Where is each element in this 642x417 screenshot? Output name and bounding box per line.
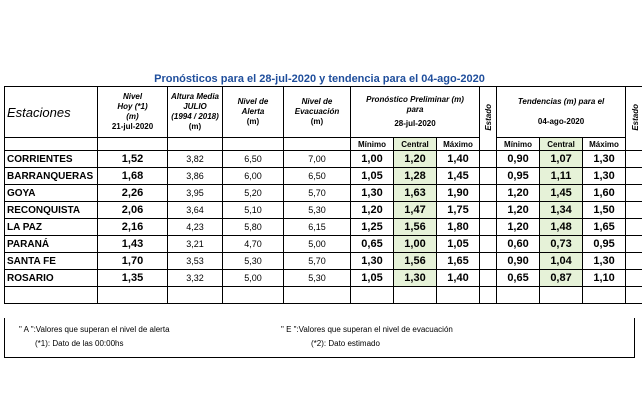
- value-t-min: 0,95: [497, 168, 540, 185]
- empty-cell: [98, 287, 168, 304]
- value-alerta: 5,10: [223, 202, 284, 219]
- value-hoy: 1,68: [98, 168, 168, 185]
- value-alerta: 5,20: [223, 185, 284, 202]
- estado-cell: [626, 151, 642, 168]
- value-media: 3,82: [168, 151, 223, 168]
- value-media: 4,23: [168, 219, 223, 236]
- value-p-min: 1,05: [351, 270, 394, 287]
- value-t-min: 0,65: [497, 270, 540, 287]
- value-p-cen: 1,56: [394, 253, 437, 270]
- value-t-min: 1,20: [497, 185, 540, 202]
- value-p-cen: 1,47: [394, 202, 437, 219]
- value-t-cen: 0,73: [540, 236, 583, 253]
- station-name: GOYA: [5, 185, 98, 202]
- value-evac: 6,15: [284, 219, 351, 236]
- note-dato-hora: (*1): Dato de las 00:00hs: [35, 339, 124, 348]
- value-t-max: 1,10: [583, 270, 626, 287]
- station-row: [5, 202, 642, 219]
- header-t-central: Central: [540, 138, 583, 151]
- estado-cell: [626, 168, 642, 185]
- value-p-min: 1,05: [351, 168, 394, 185]
- value-t-cen: 1,34: [540, 202, 583, 219]
- value-t-max: 1,30: [583, 151, 626, 168]
- empty-cell: [223, 287, 284, 304]
- station-row: [5, 151, 642, 168]
- value-p-min: 1,20: [351, 202, 394, 219]
- value-t-min: 1,20: [497, 219, 540, 236]
- value-t-min: 0,90: [497, 253, 540, 270]
- value-alerta: 6,50: [223, 151, 284, 168]
- empty-cell: [437, 287, 480, 304]
- value-p-max: 1,65: [437, 253, 480, 270]
- value-p-cen: 1,00: [394, 236, 437, 253]
- value-media: 3,86: [168, 168, 223, 185]
- note-dato-estimado: (*2): Dato estimado: [311, 339, 380, 348]
- value-media: 3,32: [168, 270, 223, 287]
- value-alerta: 6,00: [223, 168, 284, 185]
- value-t-max: 1,30: [583, 168, 626, 185]
- notes-box: [4, 318, 635, 358]
- value-hoy: 2,16: [98, 219, 168, 236]
- empty-cell: [540, 287, 583, 304]
- station-name: PARANÁ: [5, 236, 98, 253]
- header-estado-tendencia: Estado: [626, 87, 642, 151]
- header-tendencias: Tendencias (m) para el 04-ago-2020: [497, 87, 626, 138]
- station-name: RECONQUISTA: [5, 202, 98, 219]
- estado-cell: [626, 253, 642, 270]
- estado-cell: [480, 270, 497, 287]
- header-nivel-hoy: Nivel Hoy (*1) (m) 21-jul-2020: [98, 87, 168, 138]
- value-p-min: 1,00: [351, 151, 394, 168]
- value-p-min: 1,30: [351, 253, 394, 270]
- value-t-min: 0,60: [497, 236, 540, 253]
- empty-cell: [168, 287, 223, 304]
- estado-cell: [626, 202, 642, 219]
- value-media: 3,53: [168, 253, 223, 270]
- value-p-cen: 1,56: [394, 219, 437, 236]
- estado-cell: [480, 185, 497, 202]
- empty-cell: [223, 138, 284, 151]
- empty-cell: [480, 287, 497, 304]
- note-alerta: " A ":Valores que superan el nivel de alerta: [19, 325, 170, 334]
- value-t-max: 0,95: [583, 236, 626, 253]
- value-hoy: 2,06: [98, 202, 168, 219]
- value-hoy: 1,70: [98, 253, 168, 270]
- header-nivel-alerta: Nivel de Alerta (m): [223, 87, 284, 138]
- header-t-maximo: Máximo: [583, 138, 626, 151]
- station-name: ROSARIO: [5, 270, 98, 287]
- value-hoy: 1,43: [98, 236, 168, 253]
- value-evac: 6,50: [284, 168, 351, 185]
- value-t-max: 1,60: [583, 185, 626, 202]
- forecast-sheet: [4, 72, 641, 358]
- estado-cell: [480, 151, 497, 168]
- station-name: CORRIENTES: [5, 151, 98, 168]
- value-evac: 5,00: [284, 236, 351, 253]
- subheader-row: [5, 138, 642, 151]
- empty-cell: [497, 287, 540, 304]
- value-p-cen: 1,28: [394, 168, 437, 185]
- empty-cell: [98, 138, 168, 151]
- header-p-central: Central: [394, 138, 437, 151]
- empty-cell: [626, 287, 642, 304]
- station-name: SANTA FE: [5, 253, 98, 270]
- value-t-max: 1,50: [583, 202, 626, 219]
- header-p-minimo: Mínimo: [351, 138, 394, 151]
- value-evac: 5,70: [284, 253, 351, 270]
- value-p-min: 0,65: [351, 236, 394, 253]
- value-t-max: 1,65: [583, 219, 626, 236]
- value-p-max: 1,90: [437, 185, 480, 202]
- estado-cell: [626, 219, 642, 236]
- estado-cell: [480, 168, 497, 185]
- value-p-min: 1,30: [351, 185, 394, 202]
- value-alerta: 4,70: [223, 236, 284, 253]
- value-t-min: 0,90: [497, 151, 540, 168]
- value-p-max: 1,45: [437, 168, 480, 185]
- value-evac: 5,30: [284, 202, 351, 219]
- value-media: 3,21: [168, 236, 223, 253]
- empty-cell: [284, 138, 351, 151]
- value-p-max: 1,40: [437, 151, 480, 168]
- value-evac: 5,30: [284, 270, 351, 287]
- value-hoy: 1,35: [98, 270, 168, 287]
- value-p-max: 1,05: [437, 236, 480, 253]
- empty-cell: [583, 287, 626, 304]
- empty-cell: [5, 138, 98, 151]
- estado-cell: [480, 202, 497, 219]
- value-t-cen: 1,07: [540, 151, 583, 168]
- value-alerta: 5,30: [223, 253, 284, 270]
- station-name: LA PAZ: [5, 219, 98, 236]
- forecast-table: [4, 86, 642, 304]
- value-p-cen: 1,20: [394, 151, 437, 168]
- station-row: [5, 185, 642, 202]
- header-p-maximo: Máximo: [437, 138, 480, 151]
- estado-cell: [480, 253, 497, 270]
- sheet-title: Pronósticos para el 28-jul-2020 y tendencia para el 04-ago-2020: [154, 73, 485, 85]
- value-hoy: 2,26: [98, 185, 168, 202]
- header-pronostico: Pronóstico Preliminar (m) para 28-jul-2020: [351, 87, 480, 138]
- value-t-cen: 0,87: [540, 270, 583, 287]
- empty-cell: [284, 287, 351, 304]
- value-p-max: 1,80: [437, 219, 480, 236]
- value-p-cen: 1,63: [394, 185, 437, 202]
- estado-cell: [626, 270, 642, 287]
- header-estaciones: Estaciones: [5, 87, 98, 138]
- empty-cell: [168, 138, 223, 151]
- estado-cell: [480, 236, 497, 253]
- estado-cell: [480, 219, 497, 236]
- station-row: [5, 168, 642, 185]
- empty-row: [5, 287, 642, 304]
- station-row: [5, 219, 642, 236]
- header-estado-pronostico: Estado: [480, 87, 497, 151]
- value-t-cen: 1,04: [540, 253, 583, 270]
- value-media: 3,95: [168, 185, 223, 202]
- empty-cell: [5, 287, 98, 304]
- value-p-min: 1,25: [351, 219, 394, 236]
- header-nivel-evacuacion: Nivel de Evacuación (m): [284, 87, 351, 138]
- value-alerta: 5,00: [223, 270, 284, 287]
- value-t-cen: 1,11: [540, 168, 583, 185]
- station-row: [5, 253, 642, 270]
- note-evacuacion: " E ":Valores que superan el nivel de evacuación: [281, 325, 453, 334]
- empty-cell: [394, 287, 437, 304]
- station-name: BARRANQUERAS: [5, 168, 98, 185]
- station-row: [5, 236, 642, 253]
- value-p-max: 1,75: [437, 202, 480, 219]
- estado-cell: [626, 185, 642, 202]
- estado-cell: [626, 236, 642, 253]
- header-row: [5, 87, 642, 138]
- value-hoy: 1,52: [98, 151, 168, 168]
- value-evac: 7,00: [284, 151, 351, 168]
- value-t-min: 1,20: [497, 202, 540, 219]
- empty-cell: [351, 287, 394, 304]
- value-evac: 5,70: [284, 185, 351, 202]
- value-p-max: 1,40: [437, 270, 480, 287]
- header-t-minimo: Mínimo: [497, 138, 540, 151]
- value-t-cen: 1,45: [540, 185, 583, 202]
- value-p-cen: 1,30: [394, 270, 437, 287]
- station-row: [5, 270, 642, 287]
- header-altura-media: Altura Media JULIO (1994 / 2018) (m): [168, 87, 223, 138]
- value-t-max: 1,30: [583, 253, 626, 270]
- value-alerta: 5,80: [223, 219, 284, 236]
- value-t-cen: 1,48: [540, 219, 583, 236]
- value-media: 3,64: [168, 202, 223, 219]
